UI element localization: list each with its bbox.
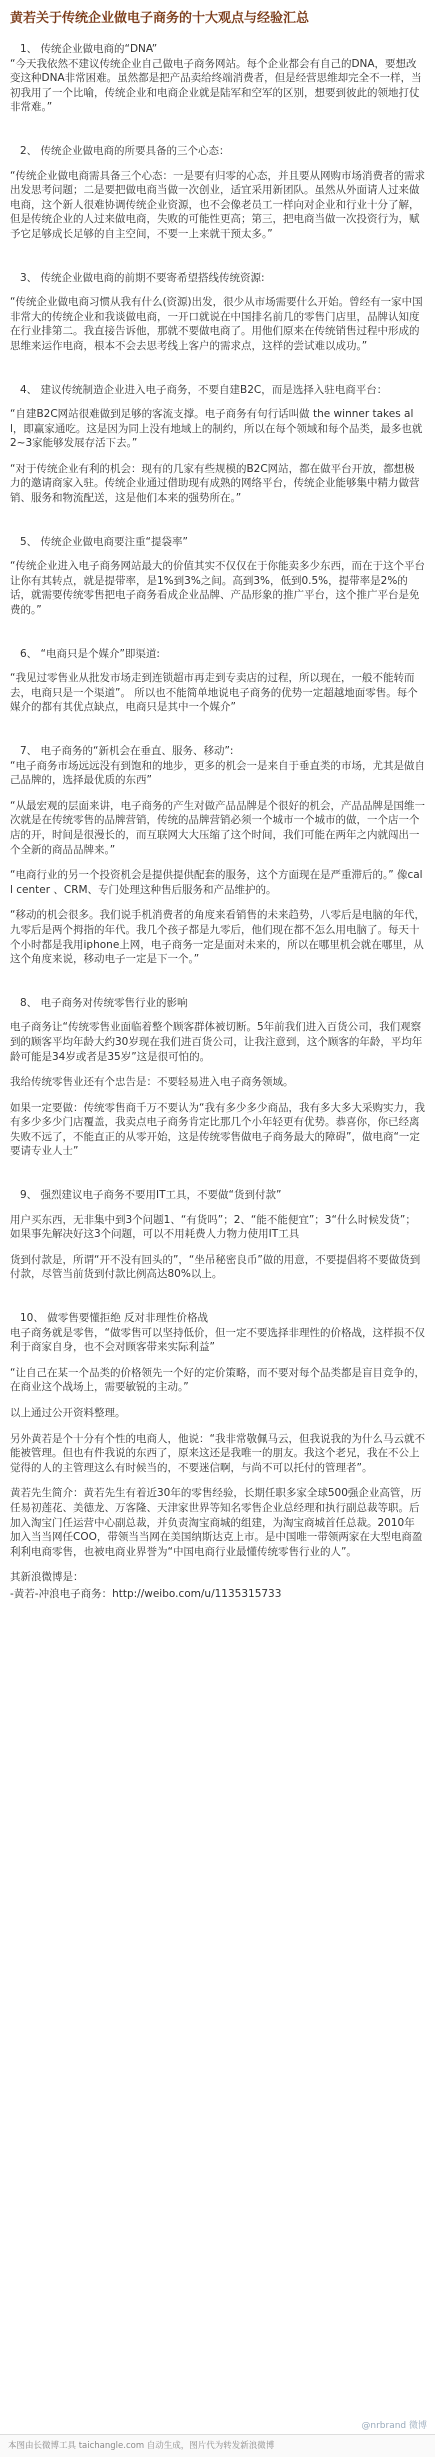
paragraph: “对于传统企业有利的机会：现有的几家有些规模的B2C网站，都在做平台开放，都想极力的邀请商家入驻。传统企业通过借助现有成熟的网络平台，传统企业能够集中精力做营销、服务和物流配送，这是他们本来的强势所在。” [10,462,420,505]
paragraph: 我给传统零售业还有个忠告是：不要轻易进入电子商务领域。 [10,1076,294,1089]
section-heading: 6、 “电商只是个媒介”即渠道: [20,647,160,660]
section-heading: 8、 电子商务对传统零售行业的影响 [20,996,188,1009]
paragraph: “移动的机会很多。我们说手机消费者的角度来看销售的未来趋势，八零后是电脑的年代，九零后是两个拇指的年代。我几个孩子都是九零后，他们现在都不怎么用电脑了。每天十个小时都是我用iphone上网，电子商务一定是面对未来的，所以在哪里机会就在哪里，从这个角度来说，移动电子一定是下一个。” [10,909,425,966]
author-bio [10,1486,425,1559]
section-6 [10,647,425,715]
section-heading: 4、 建议传统制造企业进入电子商务，不要自建B2C，而是选择入驻电商平台： [20,383,388,396]
section-10 [10,1311,425,1475]
watermark: @nrbrand 微博 [361,2421,427,2431]
paragraph: “让自己在某一个品类的价格领先一个好的定价策略，而不要对每个品类都是盲目竞争的，在商业这个战场上，需要敏锐的主动。” [10,1366,425,1394]
paragraph: 黄若先生简介：黄若先生有着近30年的零售经验，长期任职多家全球500强企业高管，历任易初莲花、美德龙、万客隆、天津家世界等知名零售企业总经理和执行副总裁等职。后加入淘宝门任运营中心副总裁，并负责淘宝商城的组建，为淘宝商城首任总裁。2010年加入当当网任COO，带领当当网在美国纳斯达克上市。是中国唯一带领两家在大型电商盈利利电商零售，也被电商业界誉为“中国电商行业最懂传统零售行业的人”。 [10,1487,423,1558]
section-heading: 7、 电子商务的“新机会在垂直、服务、移动”: [20,745,234,757]
paragraph: “自建B2C网站很难做到足够的客流支撑。电子商务有句行话叫做 the winner takes all，即赢家通吃。这是因为同上没有地域上的制约，所以在每个领域和每个品类，最多也就2~3家能够发展存活下去。” [10,408,423,450]
paragraph: 货到付款是，所谓“开不没有回头的”，“坐吊秘密良币”做的用意，不要提倡将不要做货到付款，尽管当前货到付款比例高达80%以上。 [10,1253,421,1281]
section-1 [10,42,425,115]
footer-note: 本图由长微博工具 taichangle.com 自动生成，图片代为转发新浪微博 [0,2434,435,2457]
weibo-link[interactable]: -黄若-冲浪电子商务：http://weibo.com/u/1135315733 [10,1587,282,1600]
paragraph: 以上通过公开资料整理。 [10,1407,126,1419]
section-2 [10,144,425,242]
paragraph: 另外黄若是个十分有个性的电商人，他说：“我非常敬佩马云，但我说我的为什么马云就不能被管理。但也有件我说的东西了，原来这还是我唯一的朋友。我这个老兄，我在不公上觉得的人的主管理这么有时候当的，不要迷信啊，与尚不可以托付的管理者”。 [10,1432,425,1474]
paragraph: “今天我依然不建议传统企业自己做电子商务网站。每个企业都会有自己的DNA，要想改变这种DNA非常困难。虽然都是把产品卖给终端消费者，但是经营思维却完全不一样，当初我用了一个比喻，传统企业和电商企业就是陆军和空军的区别，想要到彼此的领地打仗非常难。” [10,57,422,114]
weibo-info [10,1570,425,1601]
paragraph: “从最宏观的层面来讲，电子商务的产生对做产品品牌是个很好的机会，产品品牌是国维一次就是在传统零售的品牌营销，传统的品牌营销必须一个城市一个城市的做，一个店一个店的开，时间是很漫长的，而互联网大大压缩了这个时间，我们可能在两年之内就闯出一个全新的商品品牌来。” [10,799,425,856]
paragraph: 其新浪微博是： [10,1571,84,1584]
paragraph: “我见过零售业从批发市场走到连锁超市再走到专卖店的过程，所以现在，一般不能转而去，电商只是一个渠道”。 所以也不能简单地说电子商务的优势一定超越地面零售。每个媒介的都有其优点缺点，电商只是其中一个媒介” [10,672,418,714]
paragraph: “传统企业做电商习惯从我有什么(资源)出发，很少从市场需要什么开始。曾经有一家中国非常大的传统企业和我谈做电商，一开口就说在中国排名前几的零售门店里，品牌认知度在行业排第二。我直接告诉他，那就不要做电商了。用他们原来在传统销售过程中形成的思维来运作电商，根本不会去思考线上客户的需求点，这样的尝试难以成功。” [10,296,423,352]
article-title: 黄若关于传统企业做电子商务的十大观点与经验汇总 [10,11,310,26]
paragraph: 电子商务让“传统零售业面临着整个顾客群体被切断。5年前我们进入百货公司，我们观察到的顾客平均年龄大约30岁现在我们进百货公司，让我注意到，这个顾客的年龄，平均年龄可能是34岁或者是35岁”这是很可怕的。 [10,1021,423,1063]
section-heading: 3、 传统企业做电商的前期不要寄希望搭线传统资源: [20,271,265,284]
section-7 [10,744,425,967]
section-5 [10,535,425,618]
paragraph: “传统企业进入电子商务网站最大的价值其实不仅仅在于你能卖多少东西，而在于这个平台让你有其转点，就是提带率，是1%到3%之间。高到3%，低到0.5%，提带率是2%的话，就需要传统零售把电子商务看成企业品牌、产品形象的推广平台，这个推广平台是免费的。” [10,560,425,617]
section-3 [10,271,425,354]
paragraph: “传统企业做电商需具备三个心态：一是要有归零的心态，并且要从网购市场消费者的需求出发思考问题；二是要把做电商当做一次创业，适宜采用新团队。虽然从外面请人过来做电商，这个新人很难协调传统企业资源，也不会像老员工一样向对企业和行业十分了解，但是传统企业的人过来做电商，失败的可能性更高；第三，把电商当做一次投资行为，赋予它足够成长足够的自主空间，不要一上来就干预太多。” [10,169,425,240]
paragraph: “电子商务市场远远没有到饱和的地步，更多的机会一是来自于垂直类的市场，尤其是做自己品牌的，选择最优质的东西” [10,759,425,787]
section-9 [10,1188,425,1282]
section-4 [10,383,425,506]
section-heading: 9、 强烈建议电子商务不要用IT工具，不要做“货到付款” [20,1189,282,1202]
section-heading: 10、 做零售要懂拒绝 反对非理性价格战 [20,1312,209,1325]
paragraph: 如果一定要做：传统零售商千万不要认为“我有多少多少商品，我有多大多大采购实力，我有多少多少门店覆盖，我卖点电子商务肯定比那几个小年轻更有优势。恭喜你，你已经离失败不远了，不能直正的从零开始，这是传统零售做电子商务最大的障碍”，做电商“一定要请专业人士” [10,1101,425,1158]
section-heading: 1、 传统企业做电商的“DNA” [20,43,158,55]
section-heading: 5、 传统企业做电商要注重“提袋率” [20,535,188,548]
paragraph: “电商行业的另一个投资机会是提供提供配套的服务，这个方面现在是严重滞后的。” 像call center 、CRM、专门处理这种售后服务和产品维护的。 [10,869,423,896]
paragraph: 用户买东西，无非集中到3个问题1、“有货吗”；2、“能不能便宜”；3“什么时候发货”；如果事先解决好这3个问题，可以不用耗费人力物力使用IT工具 [10,1213,416,1241]
paragraph: 电子商务就是零售，“做零售可以坚持低价，但一定不要选择非理性的价格战，这样损不仅利于商家自身，也不会对顾客带来实际利益” [10,1326,425,1354]
section-heading: 2、 传统企业做电商的所要具备的三个心态： [20,144,230,157]
section-8 [10,996,425,1159]
